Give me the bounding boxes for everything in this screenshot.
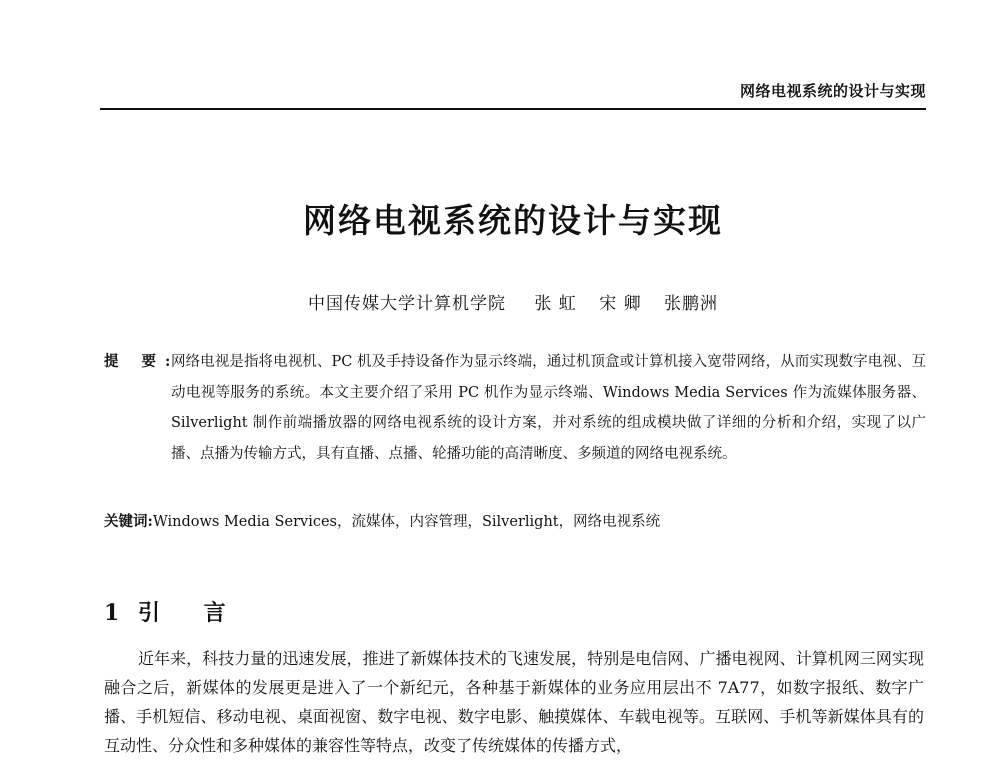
running-head: 网络电视系统的设计与实现 xyxy=(739,82,926,100)
section-number: 1 xyxy=(104,600,120,626)
section-title: 引 言 xyxy=(138,600,244,626)
body-paragraph: 近年来，科技力量的迅速发展，推进了新媒体技术的飞速发展，特别是电信网、广播电视网、计算机网三网实现融合之后，新媒体的发展更是进入了一个新纪元，各种基于新媒体的业务应用层出不 7A77，如数字报纸、数字广播、手机短信、移动电视、桌面视窗、数字电视、数字电影、触摸媒体、车载电视等。互联网、手机等新媒体具有的互动性、分众性和多种媒体的兼容性等特点，改变了传统媒体的传播方式， xyxy=(104,649,924,755)
byline xyxy=(100,289,926,314)
keywords-label: 关键词: xyxy=(104,513,153,530)
abstract-label: 提 要: xyxy=(104,353,180,370)
section-heading xyxy=(104,596,244,627)
keywords xyxy=(104,510,926,531)
abstract xyxy=(104,347,926,469)
author-2: 宋 卿 xyxy=(599,294,642,314)
paper-title: 网络电视系统的设计与实现 xyxy=(303,201,723,240)
author-3: 张鹏洲 xyxy=(664,294,719,314)
abstract-text: 网络电视是指将电视机、PC 机及手持设备作为显示终端，通过机顶盒或计算机接入宽带网络，从而实现数字电视、互动电视等服务的系统。本文主要介绍了采用 PC 机作为显示终端、Windows Media Services 作为流媒体服务器、Silverlight 制作前端播放器的网络电视系统的设计方案，并对系统的组成模块做了详细的分析和介绍，实现了以广播、点播为传输方式，具有直播、点播、轮播功能的高清晰度、多频道的网络电视系统。 xyxy=(171,354,926,462)
keywords-text: Windows Media Services，流媒体，内容管理，Silverlight，网络电视系统 xyxy=(152,514,661,530)
header-rule xyxy=(100,108,926,110)
author-1: 张 虹 xyxy=(534,294,577,314)
affiliation: 中国传媒大学计算机学院 xyxy=(307,294,506,314)
